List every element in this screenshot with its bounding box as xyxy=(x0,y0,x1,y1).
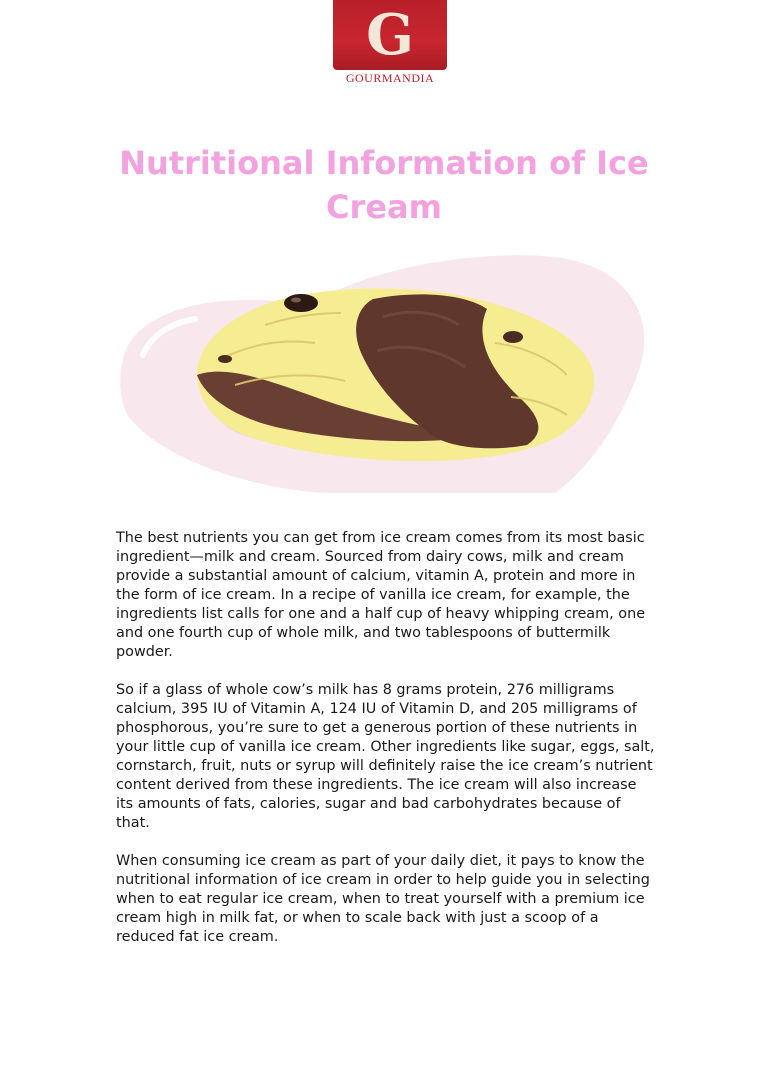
page-title: Nutritional Information of Ice Cream xyxy=(119,144,649,226)
logo-letter: G xyxy=(366,2,414,68)
chocolate-fleck xyxy=(503,331,523,343)
chip-highlight xyxy=(291,298,301,303)
chocolate-chip xyxy=(284,294,318,312)
chocolate-fleck xyxy=(218,355,232,363)
paragraph: When consuming ice cream as part of your daily diet, it pays to know the nutritional information of ice cream in order to help guide you in selecting when to eat regular ice cream, when to treat yourself with a premium ice cream high in milk fat, or when to scale back with just a scoop of a reduced fat ice cream. xyxy=(116,853,650,945)
article-body xyxy=(116,529,656,966)
gourmandia-logo xyxy=(329,0,451,95)
paragraph: The best nutrients you can get from ice cream comes from its most basic ingredient—milk and cream. Sourced from dairy cows, milk and cream provide a substantial amount of calcium, vitamin A, protein and more in the form of ice cream. In a recipe of vanilla ice cream, for example, the ingredients list calls for one and a half cup of heavy whipping cream, one and one fourth cup of whole milk, and two tablespoons of buttermilk powder. xyxy=(116,530,646,660)
paragraph: So if a glass of whole cow’s milk has 8 grams protein, 276 milligrams calcium, 395 IU of Vitamin A, 124 IU of Vitamin D, and 205 milligrams of phosphorous, you’re sure to get a generous portion of these nutrients in your little cup of vanilla ice cream. Other ingredients like sugar, eggs, salt, cornstarch, fruit, nuts or syrup will definitely raise the ice cream’s nutrient content derived from these ingredients. The ice cream will also increase its amounts of fats, calories, sugar and bad carbohydrates because of that. xyxy=(116,682,655,831)
ice-cream-photo xyxy=(115,247,646,493)
logo-name: GOURMANDIA xyxy=(345,71,435,85)
